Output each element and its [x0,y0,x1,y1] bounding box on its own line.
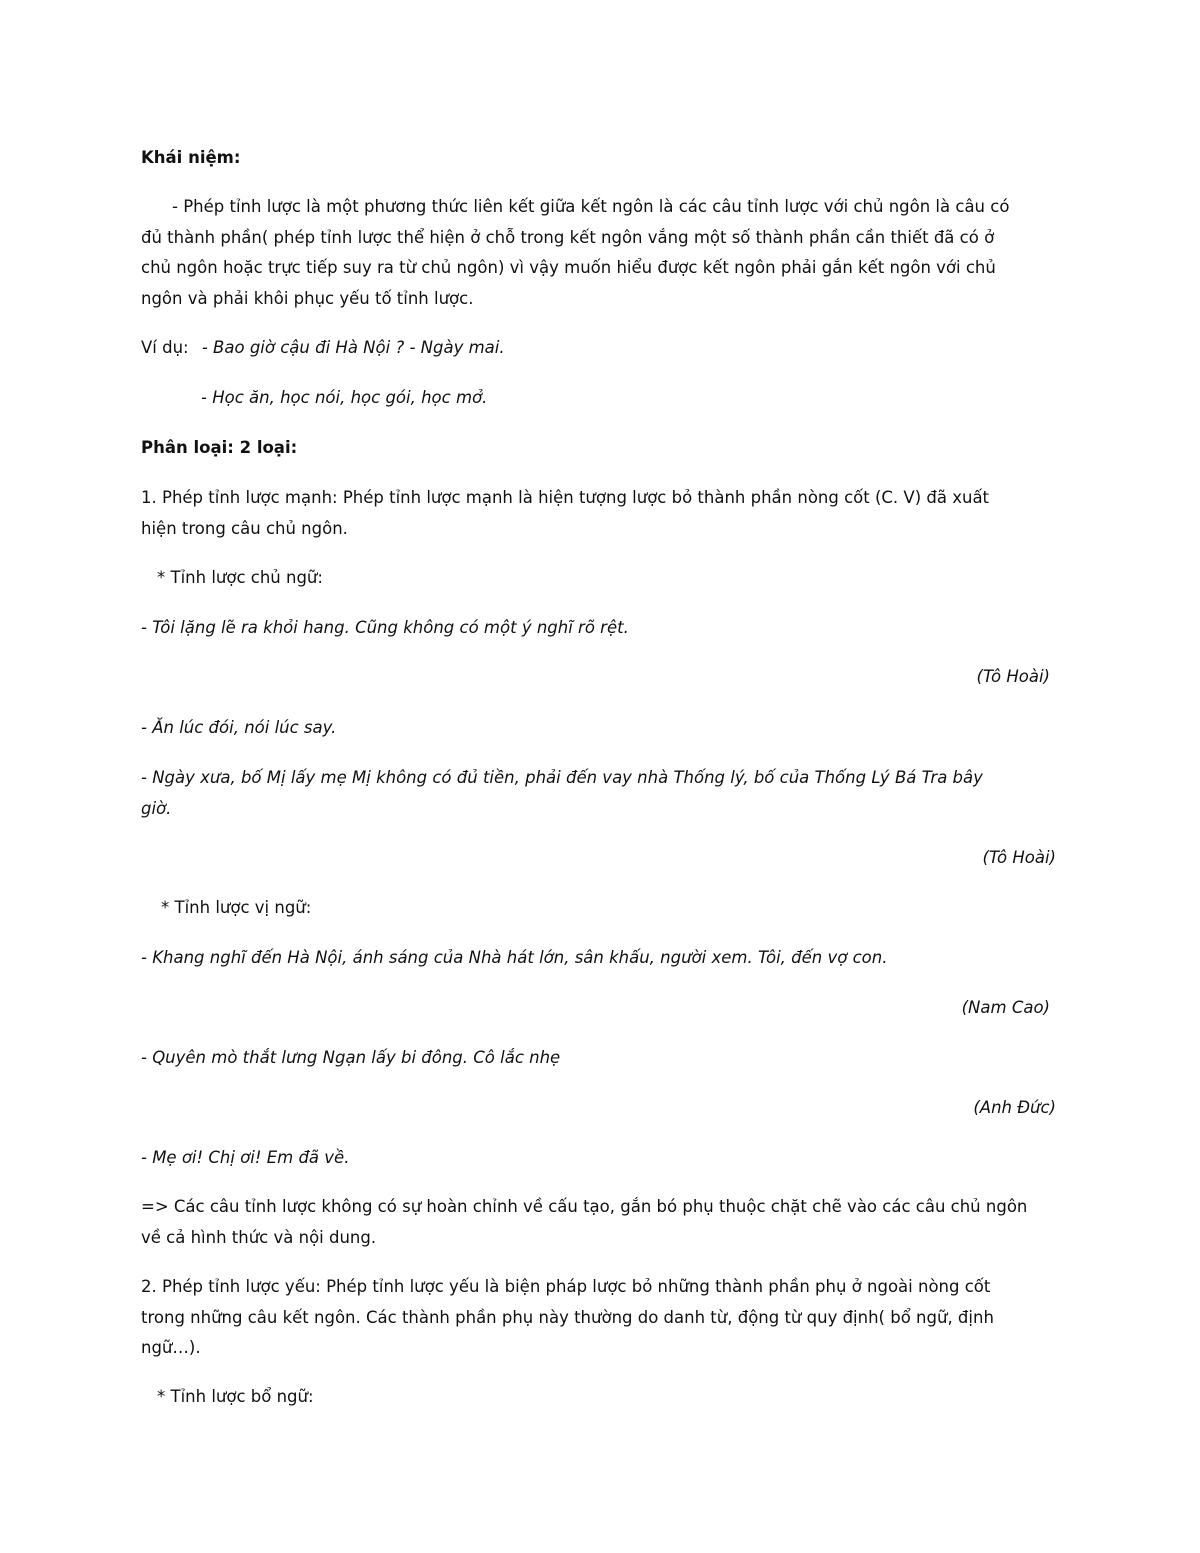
complement-heading: * Tỉnh lược bổ ngữ: [157,1387,314,1406]
subject-example-3-line-1: - Ngày xưa, bố Mị lấy mẹ Mị không có đủ tiền, phải đến vay nhà Thống lý, bố của Thống Lý Bá Tra bây [141,768,983,787]
conclusion-line-2: về cả hình thức và nội dung. [141,1228,377,1247]
predicate-example-1: - Khang nghĩ đến Hà Nội, ánh sáng của Nhà hát lớn, sân khấu, người xem. Tôi, đến vợ con. [141,948,888,967]
example-label: Ví dụ: [141,338,189,357]
weak-line-3: ngữ…). [141,1338,201,1357]
subject-source-3: (Tô Hoài) [982,848,1056,867]
concept-line-3: chủ ngôn hoặc trực tiếp suy ra từ chủ ngôn) vì vậy muốn hiểu được kết ngôn phải gắn kết ngôn với chủ [141,258,996,277]
concept-line-4: ngôn và phải khôi phục yếu tố tỉnh lược. [141,289,474,308]
subject-example-2: - Ăn lúc đói, nói lúc say. [141,718,337,737]
subject-example-1: - Tôi lặng lẽ ra khỏi hang. Cũng không có một ý nghĩ rõ rệt. [141,618,629,637]
predicate-source-2: (Anh Đức) [973,1098,1056,1117]
heading-concept: Khái niệm: [141,148,241,167]
subject-heading: * Tỉnh lược chủ ngữ: [157,568,323,587]
example-1: - Bao giờ cậu đi Hà Nội ? - Ngày mai. [201,338,505,357]
subject-example-3-line-2: giờ. [141,799,172,818]
conclusion-line-1: => Các câu tỉnh lược không có sự hoàn chỉnh về cấu tạo, gắn bó phụ thuộc chặt chẽ vào các câu chủ ngôn [141,1197,1028,1216]
weak-line-1: 2. Phép tỉnh lược yếu: Phép tỉnh lược yếu là biện pháp lược bỏ những thành phần phụ ở ngoài nòng cốt [141,1277,991,1296]
predicate-source-1: (Nam Cao) [961,998,1050,1017]
example-row-1 [141,337,505,359]
example-2: - Học ăn, học nói, học gói, học mở. [201,388,488,407]
predicate-example-2: - Quyên mò thắt lưng Ngạn lấy bi đông. Cô lắc nhẹ [141,1048,561,1067]
subject-source-1: (Tô Hoài) [976,667,1050,686]
classification-heading: Phân loại: 2 loại: [141,438,298,457]
strong-line-2: hiện trong câu chủ ngôn. [141,519,348,538]
predicate-example-3: - Mẹ ơi! Chị ơi! Em đã về. [141,1148,350,1167]
concept-line-1: - Phép tỉnh lược là một phương thức liên kết giữa kết ngôn là các câu tỉnh lược với chủ ngôn là câu có [172,197,1010,216]
weak-line-2: trong những câu kết ngôn. Các thành phần phụ này thường do danh từ, động từ quy định( bổ ngữ, định [141,1308,994,1327]
concept-line-2: đủ thành phần( phép tỉnh lược thể hiện ở chỗ trong kết ngôn vắng một số thành phần cần thiết đã có ở [141,228,995,247]
predicate-heading: * Tỉnh lược vị ngữ: [161,898,312,917]
strong-line-1: 1. Phép tỉnh lược mạnh: Phép tỉnh lược mạnh là hiện tượng lược bỏ thành phần nòng cốt (C. V) đã xuất [141,488,990,507]
